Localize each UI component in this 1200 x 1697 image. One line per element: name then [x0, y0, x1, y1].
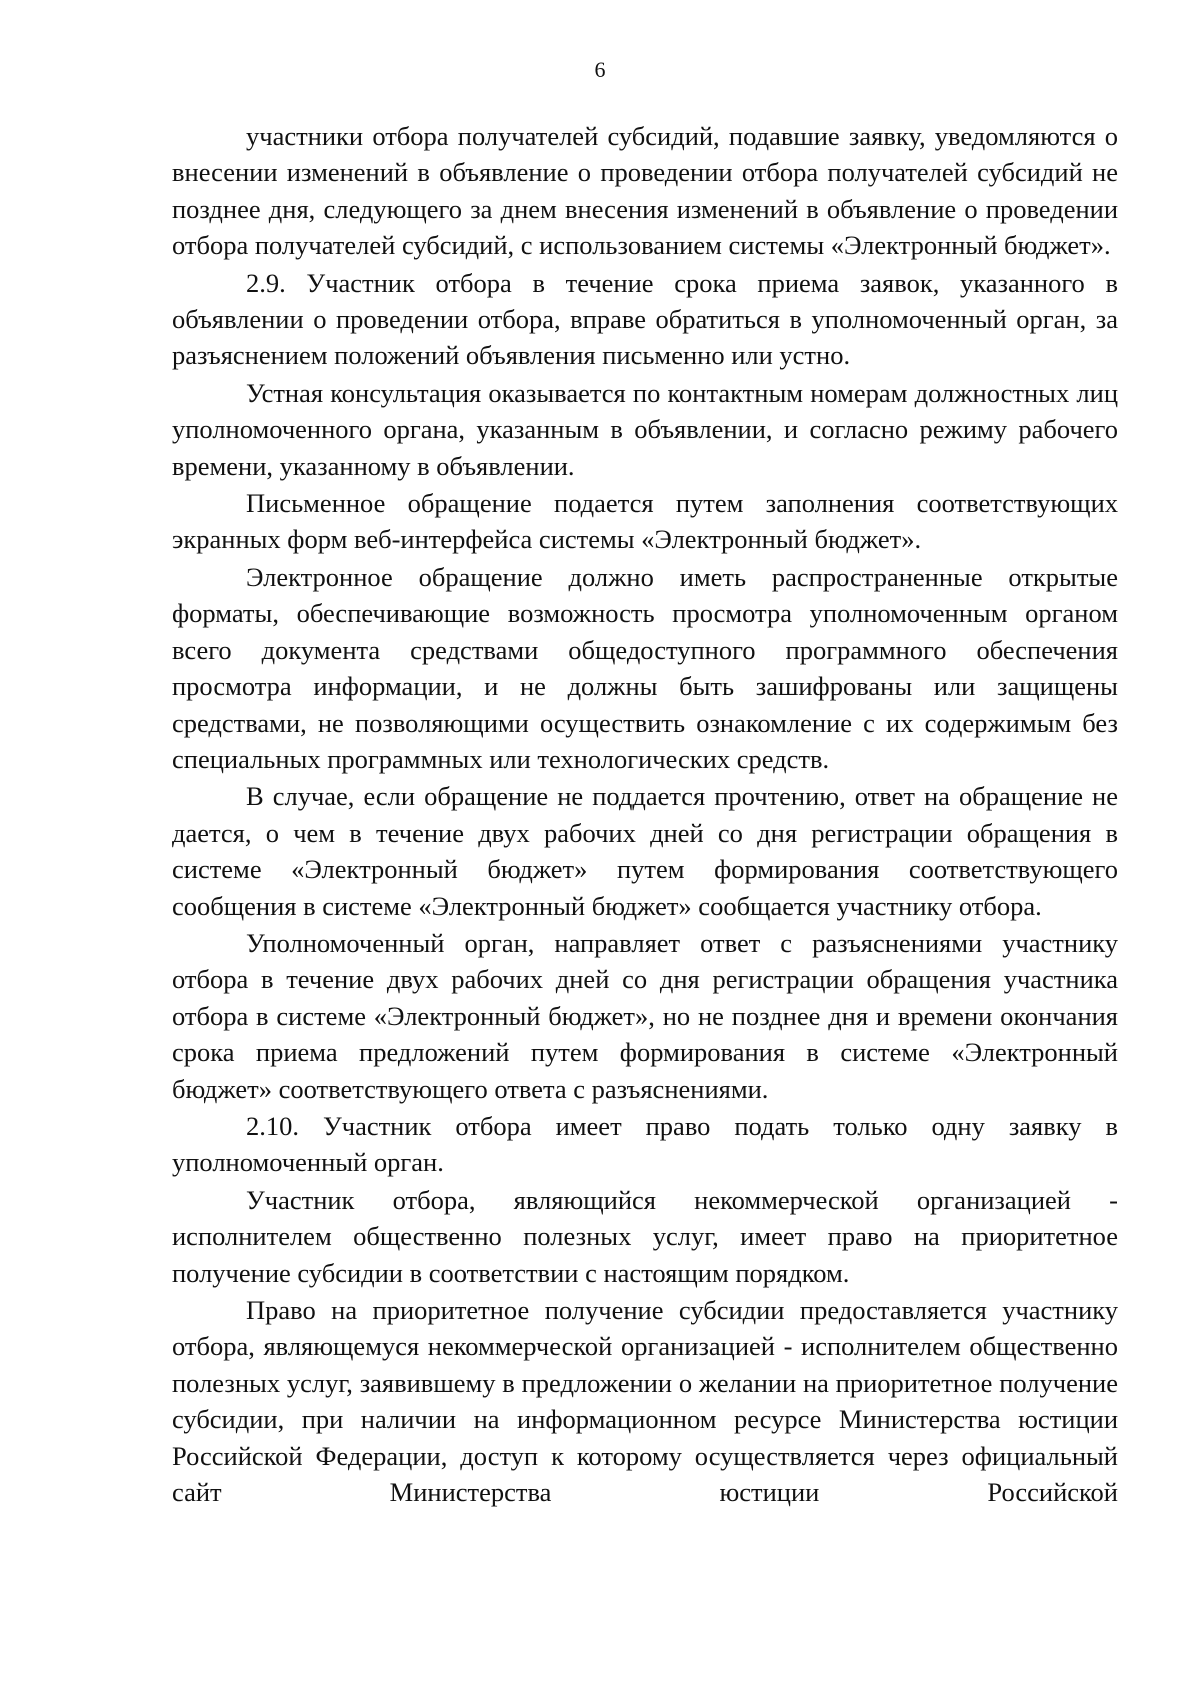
paragraph-written-appeal: Письменное обращение подается путем заполнения соответствующих экранных форм веб-интерфейса системы «Электронный бюджет». — [172, 488, 1118, 555]
paragraph-nonprofit-priority: Участник отбора, являющийся некоммерческой организацией - исполнителем общественно полезных услуг, имеет право на приоритетное получение субсидии в соответствии с настоящим порядком. — [172, 1184, 1118, 1288]
paragraph-electronic-appeal: Электронное обращение должно иметь распространенные открытые форматы, обеспечивающие возможность просмотра уполномоченным органом всего документа средствами общедоступного программного обеспечения просмотра информации, и не должны быть зашифрованы или защищены средствами, не позволяющими осуществить ознакомление с их содержимым без специальных программных или технологических средств. — [172, 561, 1118, 774]
paragraph-2-10: 2.10. Участник отбора имеет право подать только одну заявку в уполномоченный орган. — [172, 1110, 1118, 1178]
paragraph-unreadable-appeal: В случае, если обращение не поддается прочтению, ответ на обращение не дается, о чем в течение двух рабочих дней со дня регистрации обращения в системе «Электронный бюджет» путем формирования соответствующего сообщения в системе «Электронный бюджет» сообщается участнику отбора. — [172, 781, 1118, 921]
paragraph-authority-response: Уполномоченный орган, направляет ответ с разъяснениями участнику отбора в течение двух рабочих дней со дня регистрации обращения участника отбора в системе «Электронный бюджет», но не позднее дня и времени окончания срока приема предложений путем формирования в системе «Электронный бюджет» соответствующего ответа с разъяснениями. — [172, 927, 1118, 1104]
paragraph-oral-consultation: Устная консультация оказывается по контактным номерам должностных лиц уполномоченного органа, указанным в объявлении, и согласно режиму рабочего времени, указанному в объявлении. — [172, 377, 1118, 481]
paragraph-priority-right: Право на приоритетное получение субсидии предоставляется участнику отбора, являющемуся некоммерческой организацией - исполнителем общественно полезных услуг, заявившему в предложении о желании на приоритетное получение субсидии, при наличии на информационном ресурсе Министерства юстиции Российской Федерации, доступ к которому осуществляется через официальный сайт Министерства юстиции Российской — [172, 1295, 1118, 1508]
page-number: 6 — [594, 57, 606, 82]
paragraph-continuation: участники отбора получателей субсидий, подавшие заявку, уведомляются о внесении изменений в объявление о проведении отбора получателей субсидий не позднее дня, следующего за днем внесения изменений в объявление о проведении отбора получателей субсидий, с использованием системы «Электронный бюджет». — [172, 121, 1118, 261]
paragraph-2-9: 2.9. Участник отбора в течение срока приема заявок, указанного в объявлении о проведении отбора, вправе обратиться в уполномоченный орган, за разъяснением положений объявления письменно или устно. — [172, 267, 1118, 371]
document-body — [172, 118, 1118, 1510]
